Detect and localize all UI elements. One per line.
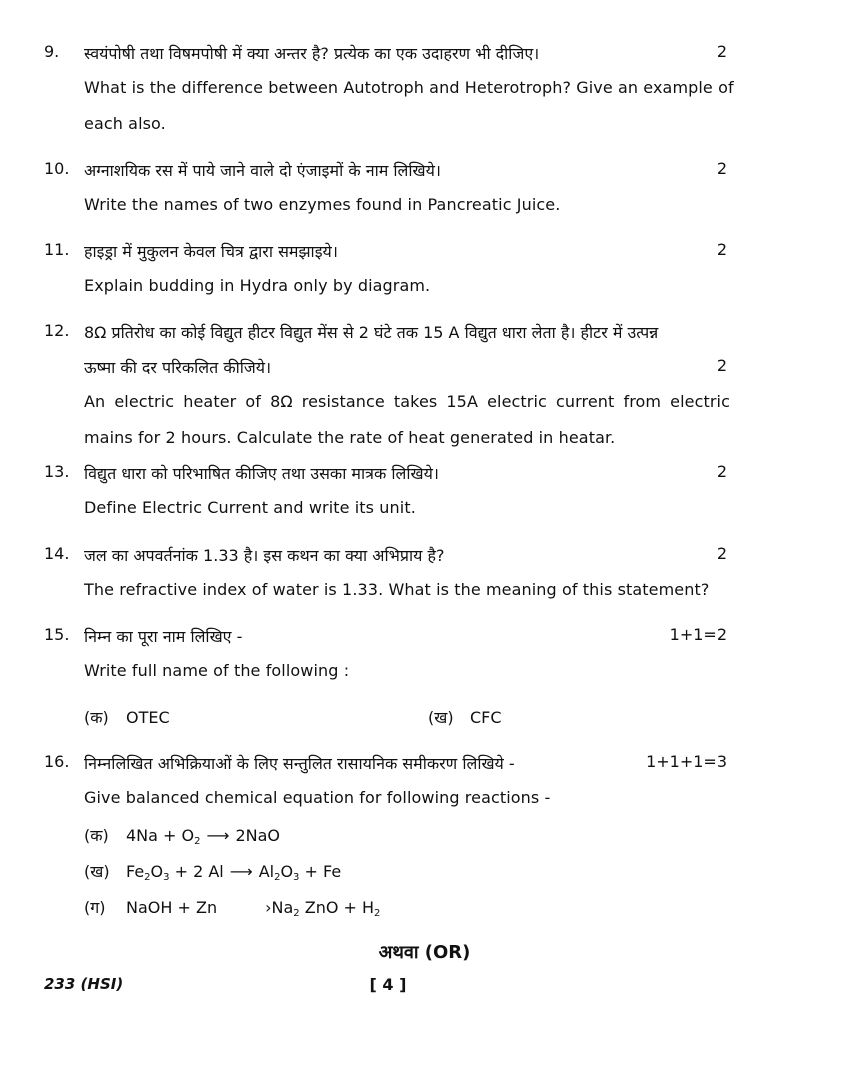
question-marks: 2 (716, 356, 727, 375)
question-marks: 2 (716, 544, 727, 563)
question-text-english: Give balanced chemical equation for following reactions - (84, 788, 551, 807)
reaction-rhs: Al (258, 862, 275, 881)
subscript: 2 (144, 872, 151, 883)
reaction-lhs: O (150, 862, 164, 881)
paper-code: 233 (HSI) (44, 975, 124, 993)
reaction-label: (ग) (84, 898, 106, 917)
reaction-c (84, 896, 380, 919)
subscript: 3 (163, 872, 170, 883)
question-text-hindi: स्वयंपोषी तथा विषमपोषी में क्या अन्तर है? प्रत्येक का एक उदाहरण भी दीजिए। (84, 44, 540, 63)
question-text-english: Write the names of two enzymes found in Pancreatic Juice. (84, 195, 561, 214)
question-marks: 1+1=2 (669, 625, 727, 644)
question-text-english: Write full name of the following : (84, 661, 350, 680)
reaction-label: (ख) (84, 862, 110, 881)
reaction-rhs: O (280, 862, 294, 881)
question-text-english: Explain budding in Hydra only by diagram. (84, 276, 431, 295)
question-text-hindi: जल का अपवर्तनांक 1.33 है। इस कथन का क्या अभिप्राय है? (84, 546, 445, 565)
reaction-lhs: + 2 Al (169, 862, 224, 881)
reaction-a (84, 824, 280, 847)
question-number: 9. (44, 42, 60, 61)
question-number: 12. (44, 321, 70, 340)
question-text-english-cont: each also. (84, 114, 166, 133)
subscript: 3 (293, 872, 300, 883)
question-text-hindi: निम्न का पूरा नाम लिखिए - (84, 627, 243, 646)
question-number: 14. (44, 544, 70, 563)
reaction-lhs: NaOH + Zn (126, 898, 218, 917)
arrow-icon: ⟶ (206, 826, 230, 845)
or-separator: अथवा (OR) (378, 942, 471, 963)
arrow-icon: ⟶ (229, 862, 253, 881)
question-number: 11. (44, 240, 70, 259)
question-text-english: What is the difference between Autotroph and Heterotroph? Give an example of (84, 78, 734, 97)
reaction-lhs: Fe (126, 862, 145, 881)
question-text-english: Define Electric Current and write its unit. (84, 498, 416, 517)
subscript: 2 (274, 872, 281, 883)
question-marks: 1+1+1=3 (646, 752, 727, 771)
question-text-english: An electric heater of 8Ω resistance takes 15A electric current from electric (84, 392, 730, 411)
question-text-hindi: हाइड्रा में मुकुलन केवल चित्र द्वारा समझाइये। (84, 242, 338, 261)
reaction-lhs: 4Na + O (126, 826, 195, 845)
question-text-hindi: 8Ω प्रतिरोध का कोई विद्युत हीटर विद्युत मेंस से 2 घंटे तक 15 A विद्युत धारा लेता है। हीटर में उत्पन्न (84, 323, 659, 342)
question-number: 16. (44, 752, 70, 771)
question-text-english: The refractive index of water is 1.33. What is the meaning of this statement? (84, 580, 710, 599)
reaction-rhs: ZnO + H (299, 898, 375, 917)
question-number: 10. (44, 159, 70, 178)
option-text: CFC (470, 708, 502, 727)
option-a (84, 706, 170, 728)
question-marks: 2 (716, 159, 727, 178)
reaction-rhs: Na (271, 898, 294, 917)
option-label: (क) (84, 708, 109, 727)
option-label: (ख) (428, 708, 454, 727)
subscript: 2 (293, 908, 300, 919)
question-number: 15. (44, 625, 70, 644)
option-b (428, 706, 502, 728)
page-number: [ 4 ] (369, 975, 407, 994)
arrow-icon: › (265, 898, 272, 917)
question-text-english-cont: mains for 2 hours. Calculate the rate of heat generated in heatar. (84, 428, 616, 447)
question-number: 13. (44, 462, 70, 481)
question-marks: 2 (716, 462, 727, 481)
reaction-rhs: + Fe (299, 862, 342, 881)
question-text-hindi: निम्नलिखित अभिक्रियाओं के लिए सन्तुलित रासायनिक समीकरण लिखिये - (84, 754, 515, 773)
question-text-hindi: अग्नाशयिक रस में पाये जाने वाले दो एंजाइमों के नाम लिखिये। (84, 161, 441, 180)
question-marks: 2 (716, 42, 727, 61)
question-text-hindi-cont: ऊष्मा की दर परिकलित कीजिये। (84, 358, 272, 377)
reaction-b (84, 860, 341, 883)
reaction-label: (क) (84, 826, 109, 845)
option-text: OTEC (126, 708, 170, 727)
question-marks: 2 (716, 240, 727, 259)
question-text-hindi: विद्युत धारा को परिभाषित कीजिए तथा उसका मात्रक लिखिये। (84, 464, 439, 483)
subscript: 2 (374, 908, 381, 919)
reaction-rhs: 2NaO (235, 826, 280, 845)
subscript: 2 (194, 836, 201, 847)
